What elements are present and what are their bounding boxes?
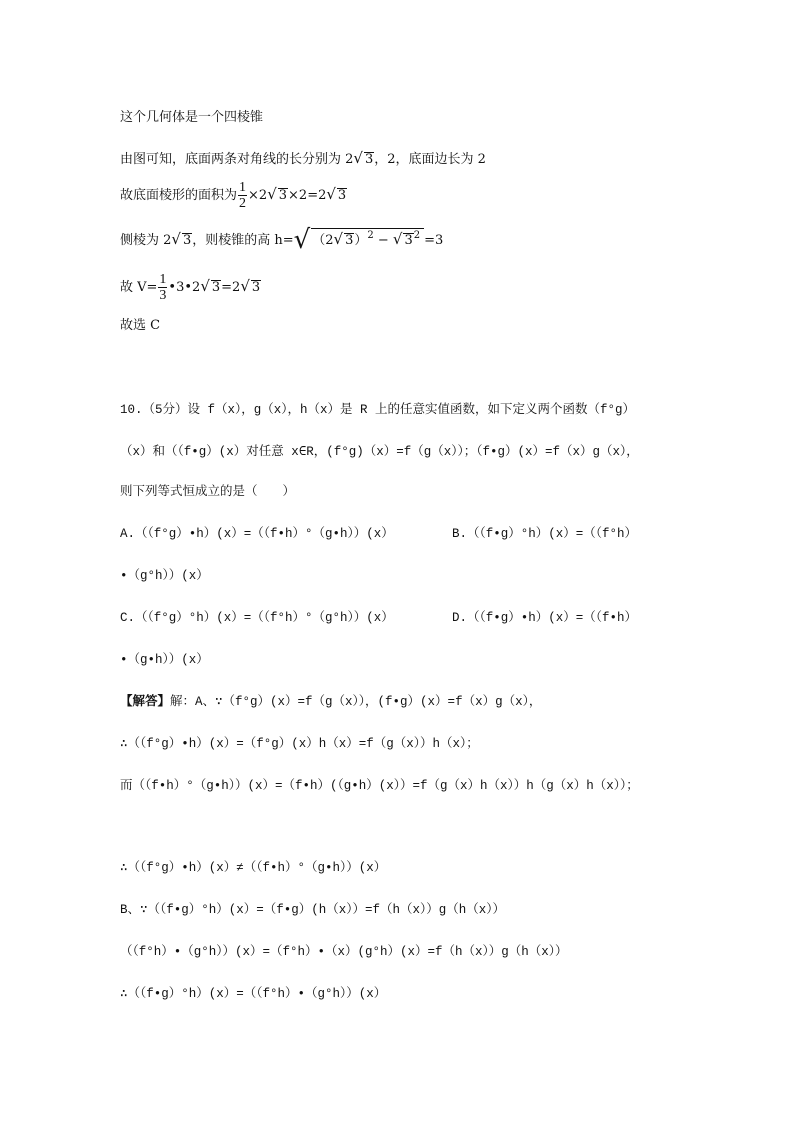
sqrt-symbol: √ [200,277,210,295]
answer-line-5: B、∵（（f•g）°h）(x）=（f•g）(h（x））=f（h（x））g（h（x）） [120,903,506,917]
text-line-3: 故底面棱形的面积为 $\frac{1}{2}$ ×2√ 3×2=2√ 3 [120,180,347,211]
option-a: A.（（f°g）•h）(x）=（（f•h）°（g•h））(x） [120,527,394,541]
answer-line-2: ∴（（f°g）•h）(x）=（f°g）(x）h（x）=f（g（x））h（x）； [120,737,479,751]
text-line-6: 故选 C [120,318,161,333]
sqrt-symbol: √ [171,230,181,248]
option-b-part1: B.（（f•g）°h）(x）=（（f°h） [452,527,638,541]
fraction-one-third: $\frac{1}{3}$ [159,272,167,303]
question-line-3: 则下列等式恒成立的是（ ） [120,485,296,499]
sqrt-symbol: √ [267,185,277,203]
option-c: C.（（f°g）°h）(x）=（（f°h）°（g°h））(x） [120,611,394,625]
answer-line-3: 而（（f•h）°（g•h））(x）=（f•h）(（g•h）(x））=f（g（x）h（x））h（g（x）h（x））； [120,779,639,793]
option-d-part2: •（g•h））(x） [120,653,209,667]
answer-line-6: （（f°h）•（g°h））(x）=（f°h）•（x）(g°h）(x）=f（h（x））g（h（x）） [120,945,568,959]
sqrt-symbol: √ [326,185,336,203]
sqrt-symbol: √ [392,230,403,248]
sqrt-symbol: √ [353,149,363,167]
text-line-5: 故 V= $\frac{1}{3}$ •3•2√ 3=2√ 3 [120,272,261,303]
fraction-one-half: $\frac{1}{2}$ [239,180,247,211]
answer-line-7: ∴（（f•g）°h）(x）=（（f°h）•（g°h））(x） [120,987,387,1001]
option-d-part1: D.（（f•g）•h）(x）=（（f•h） [452,611,638,625]
text-line-4: 侧棱为 2√ 3，则棱锥的高 h=√ （2√ 3）$^2$ − √ $3^2 =3$ [120,225,444,255]
sqrt-radicand: （2√ 3）$^2$ − √ $3^2$ [311,228,424,248]
sqrt-symbol: √ [240,277,250,295]
answer-line-4: ∴（（f°g）•h）(x）≠（（f•h）°（g•h））(x） [120,861,387,875]
big-sqrt-symbol: √ [293,225,311,255]
answer-label: 【解答】 [120,695,171,709]
question-line-2: （x）和（（f•g）(x）对任意 x∈R，(f°g)（x）=f（g（x））；（f•g）(x）=f（x）g（x）， [120,445,639,459]
text-line-1: 这个几何体是一个四棱锥 [120,110,264,125]
question-line-1: 10.（5分）设 f（x），g（x），h（x）是 R 上的任意实值函数，如下定义两个函数（f°g） [120,403,636,417]
option-b-part2: •（g°h））(x） [120,569,209,583]
text-line-2: 由图可知，底面两条对角线的长分别为 2√ 3，2，底面边长为 2 [120,149,486,167]
answer-line-1: 【解答】解：A、∵（f°g）(x）=f（g（x）），(f•g）(x）=f（x）g（x）， [120,695,542,709]
sqrt-symbol: √ [333,230,344,248]
